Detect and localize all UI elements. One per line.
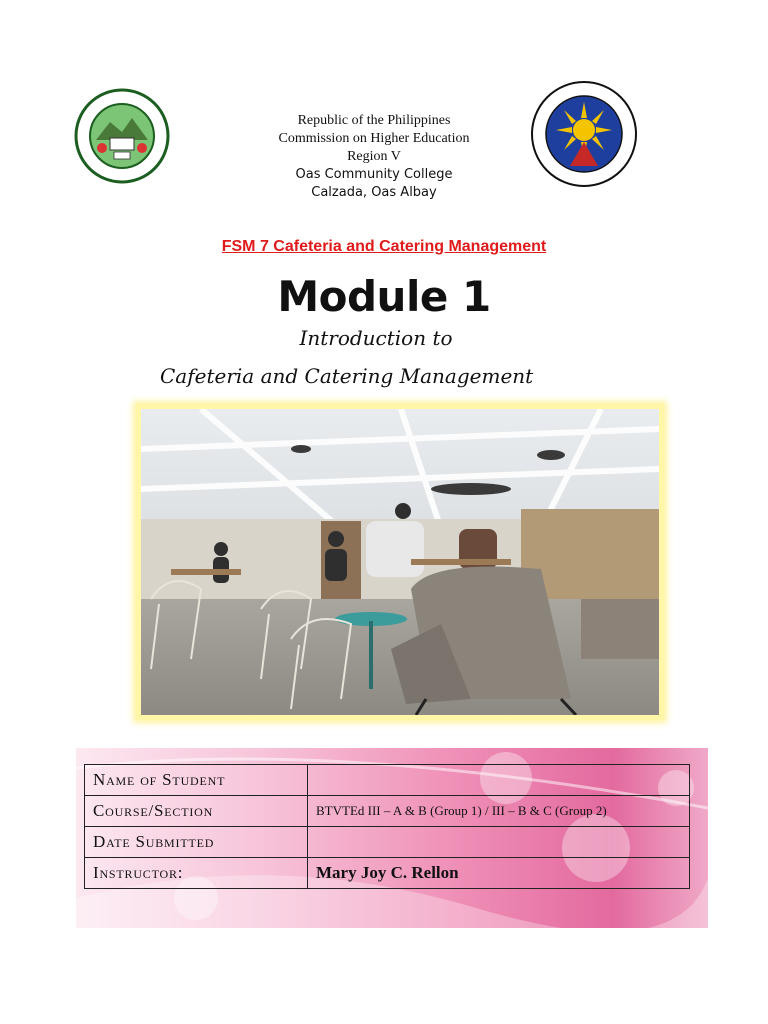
instructor-label: Instructor: — [85, 858, 308, 889]
cafeteria-photo — [141, 409, 659, 715]
instructor-value: Mary Joy C. Rellon — [308, 858, 690, 889]
module-title: Module 1 — [277, 272, 491, 321]
name-of-student-label: Name of Student — [85, 765, 308, 796]
college-line: Oas Community College — [295, 167, 453, 182]
student-info-table — [84, 764, 690, 889]
subtitle-line-1: Introduction to — [299, 326, 453, 350]
country-line: Republic of the Philippines — [297, 113, 451, 128]
table-row — [85, 827, 690, 858]
table-row — [85, 858, 690, 889]
name-of-student-field[interactable] — [308, 765, 690, 796]
table-row — [85, 796, 690, 827]
course-section-label: Course/Section — [85, 796, 308, 827]
course-title: FSM 7 Cafeteria and Catering Management — [221, 238, 547, 255]
agency-line: Commission on Higher Education — [278, 131, 470, 146]
institution-header — [220, 112, 528, 202]
date-submitted-label: Date Submitted — [85, 827, 308, 858]
date-submitted-field[interactable] — [308, 827, 690, 858]
table-row — [85, 765, 690, 796]
ched-seal-logo — [530, 80, 638, 188]
subtitle-line-2: Cafeteria and Catering Management — [160, 364, 534, 388]
region-line: Region V — [347, 149, 401, 164]
course-section-value: BTVTEd III – A & B (Group 1) / III – B & C (Group 2) — [308, 796, 690, 827]
address-line: Calzada, Oas Albay — [311, 185, 437, 200]
oas-community-college-logo — [74, 88, 170, 184]
cafeteria-photo-frame — [136, 404, 664, 720]
